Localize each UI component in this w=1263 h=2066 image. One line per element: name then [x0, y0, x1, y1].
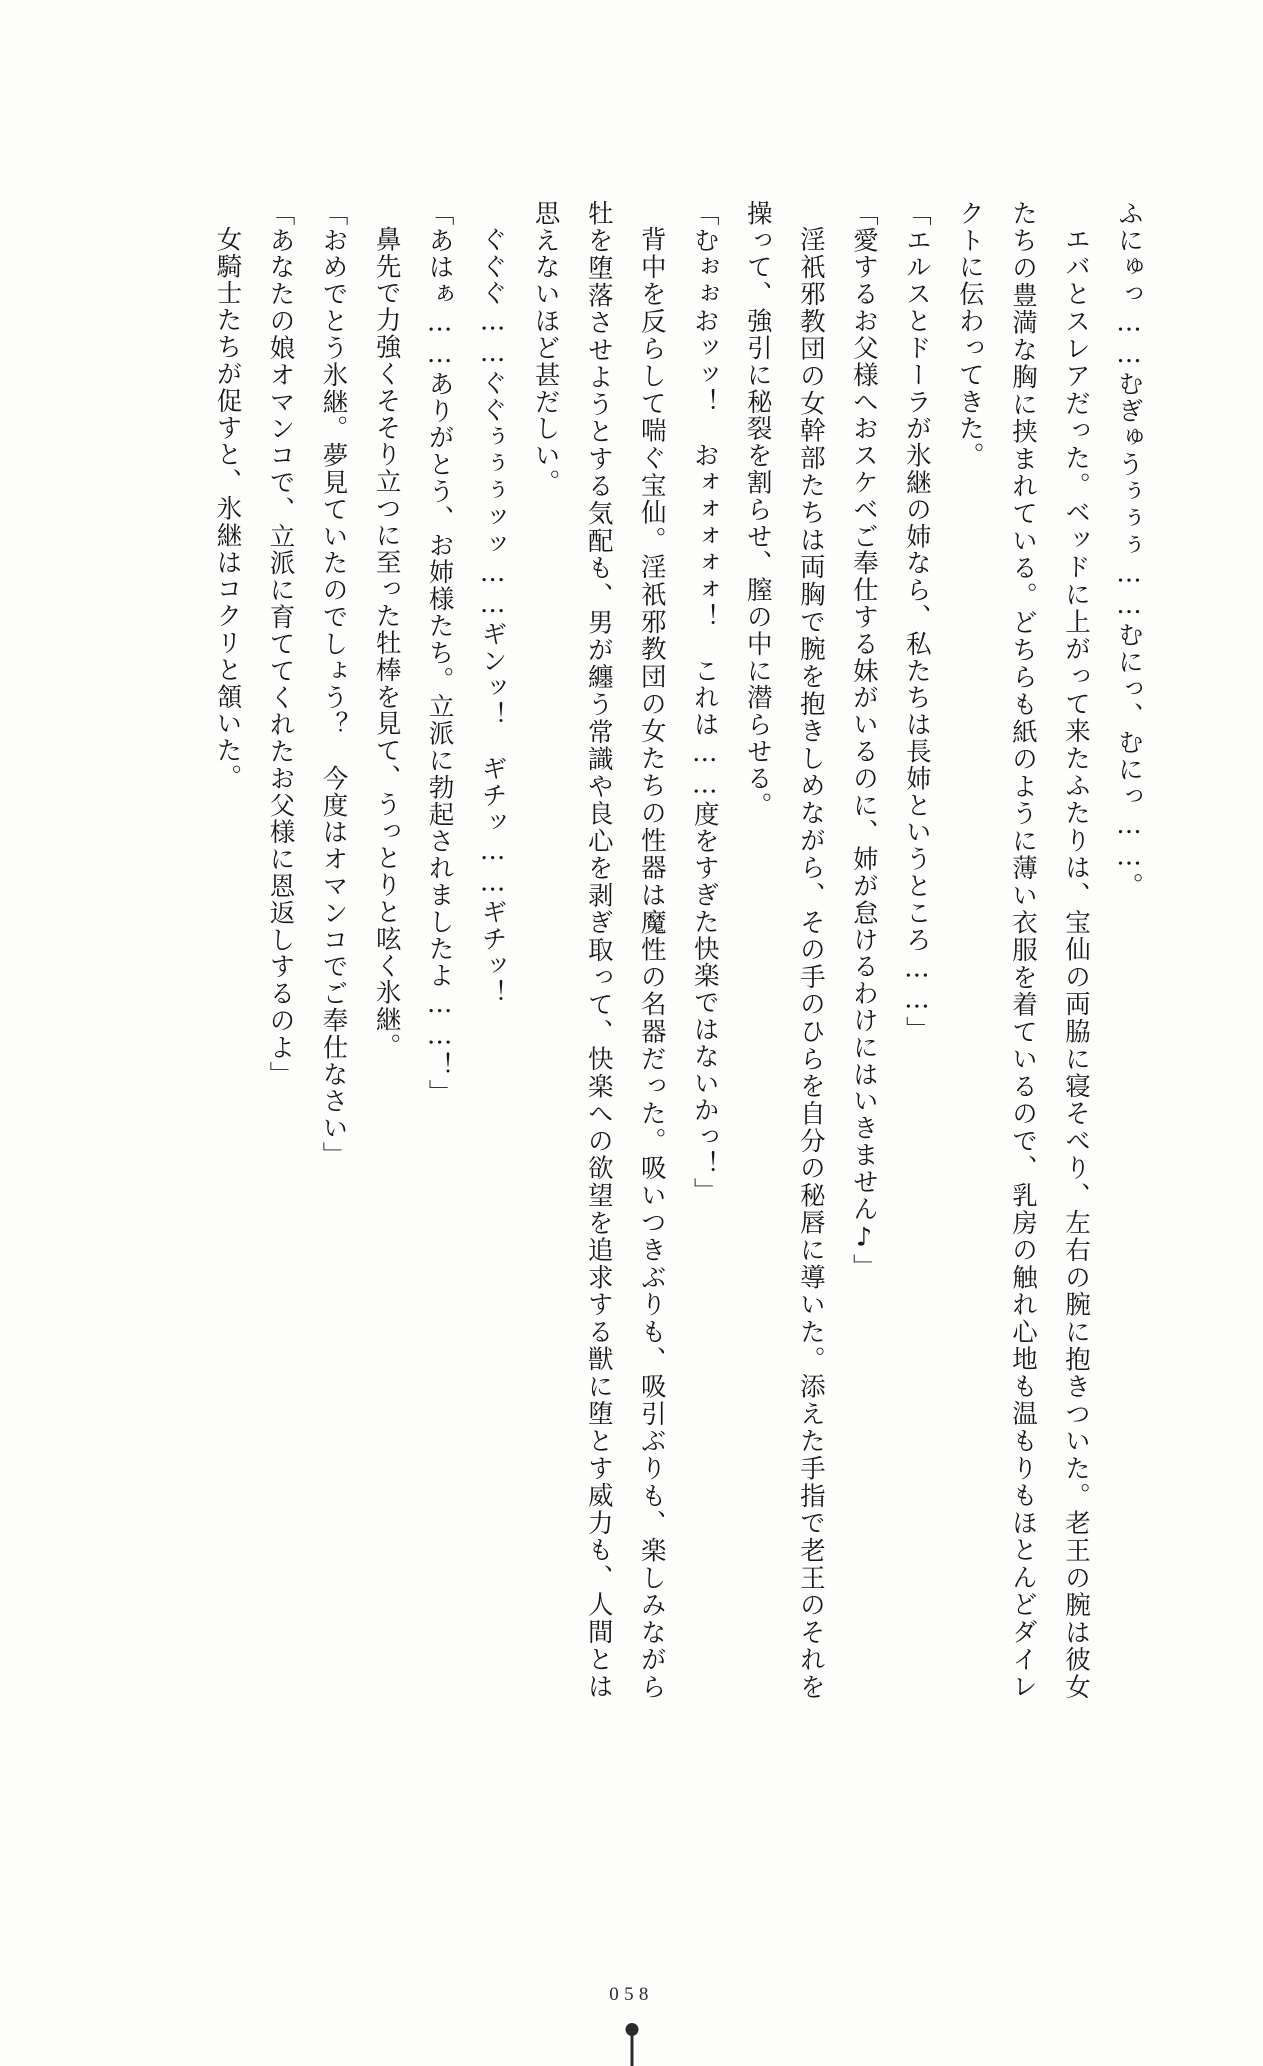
paragraph: 背中を反らして喘ぐ宝仙。淫祇邪教団の女たちの性器は魔性の名器だった。吸いつきぶりも、吸引ぶりも、楽しみながら牡を堕落させようとする気配も、男が纏う常識や良心を剥ぎ取って、快楽への欲望を追求する獣に堕とす威力も、人間とは思えないほど甚だしい。 — [530, 200, 667, 1700]
page-number: 058 — [609, 1984, 654, 2005]
paragraph: 鼻先で力強くそそり立つに至った牡棒を見て、うっとりと呟く氷継。 — [371, 225, 402, 1060]
paragraph: ぐぐぐ……ぐぐぅぅぅッッ……ギンッ！ ギチッ……ギチッ！ — [477, 225, 508, 1006]
paragraph: 「あなたの娘オマンコで、立派に育ててくれたお父様に恩返しするのよ」 — [265, 200, 296, 1088]
paragraph: エバとスレアだった。ベッドに上がって来たふたりは、宝仙の両脇に寝そべり、左右の腕に抱きついた。老王の腕は彼女たちの豊満な胸に挟まれている。どちらも紙のように薄い衣服を着ているので、乳房の触れ心地も温もりもほとんどダイレクトに伝わってきた。 — [954, 200, 1091, 1700]
paragraph: 「エルスとドーラが氷継の姉なら、私たちは長姉というところ……」 — [901, 200, 932, 1043]
paragraph: 「愛するお父様へおスケベご奉仕する妹がいるのに、姉が怠けるわけにはいきません♪」 — [848, 200, 879, 1281]
footer-rule-ornament — [630, 2028, 633, 2066]
paragraph: 「むぉぉおッッ！ おォォォォォ！ これは……度をすぎた快楽ではないかっ！」 — [689, 200, 720, 1205]
paragraph: 淫祇邪教団の女幹部たちは両胸で腕を抱きしめながら、その手のひらを自分の秘唇に導いた。添えた手指で老王のそれを操って、強引に秘裂を割らせ、膣の中に潜らせる。 — [742, 200, 826, 1700]
paragraph: 「おめでとう氷継。夢見ていたのでしょう？ 今度はオマンコでご奉仕なさい」 — [318, 200, 349, 1169]
paragraph: 「あはぁ……ありがとう、お姉様たち。立派に勃起されましたよ……！」 — [424, 200, 455, 1106]
page-body-text — [118, 200, 1155, 1700]
paragraph: 女騎士たちが促すと、氷継はコクリと頷いた。 — [212, 225, 243, 791]
paragraph: ふにゅっ……むぎゅうぅぅぅ……むにっ、むにっ……。 — [1114, 200, 1144, 900]
